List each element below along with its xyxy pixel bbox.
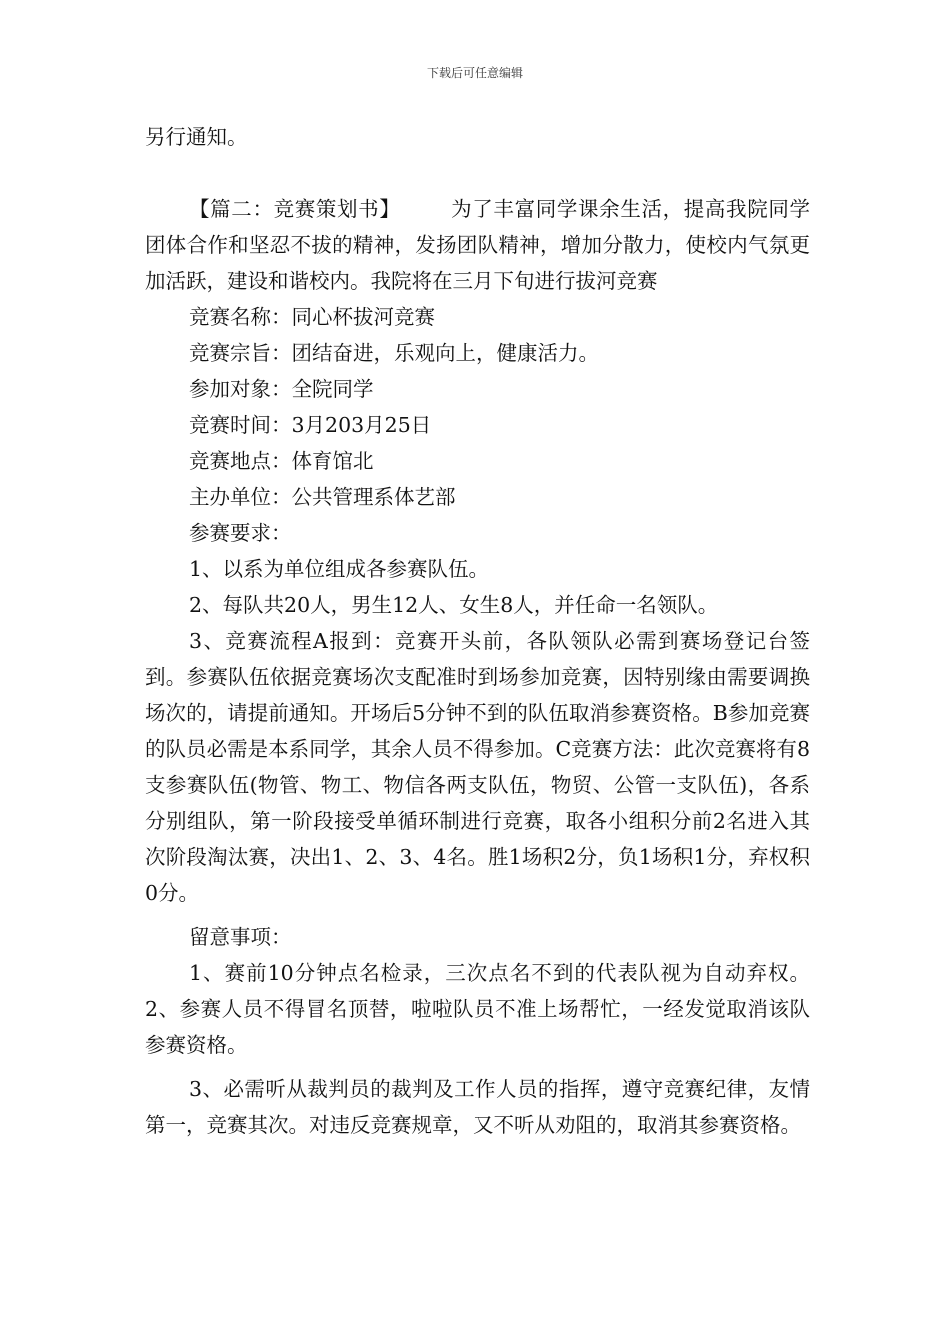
- competition-name: 竞赛名称：同心杯拔河竞赛: [189, 305, 435, 329]
- document-body: [145, 119, 810, 1143]
- page-header: 下载后可任意编辑: [426, 66, 523, 80]
- competition-location: 竞赛地点：体育馆北: [189, 449, 374, 473]
- requirement-1: 1、以系为单位组成各参赛队伍。: [189, 557, 490, 581]
- notes-heading: 留意事项：: [189, 925, 292, 949]
- competition-purpose: 竞赛宗旨：团结奋进，乐观向上，健康活力。: [189, 341, 599, 365]
- note-3: 3、必需听从裁判员的裁判及工作人员的指挥，遵守竞赛纪律，友情第一，竞赛其次。对违反竞赛规章，又不听从劝阻的，取消其参赛资格。: [145, 1077, 810, 1137]
- intro-text: 为了丰富同学课余生活，提高我院同学团体合作和坚忍不拔的精神，发扬团队精神，增加分散力，使校内气氛更加活跃，建设和谐校内。我院将在三月下旬进行拔河竞赛: [145, 197, 811, 293]
- competition-organizer: 主办单位：公共管理系体艺部: [189, 485, 456, 509]
- section-intro-paragraph: [145, 191, 810, 299]
- requirement-3: 3、竞赛流程A报到：竞赛开头前，各队领队必需到赛场登记台签到。参赛队伍依据竞赛场次支配准时到场参加竞赛，因特别缘由需要调换场次的，请提前通知。开场后5分钟不到的队伍取消参赛资格。B参加竞赛的队员必需是本系同学，其余人员不得参加。C竞赛方法：此次竞赛将有8支参赛队伍(物管、物工、物信各两支队伍，物贸、公管一支队伍)，各系分别组队，第一阶段接受单循环制进行竞赛，取各小组积分前2名进入其次阶段淘汰赛，决出1、2、3、4名。胜1场积2分，负1场积1分，弃权积0分。: [145, 629, 810, 905]
- note-1: 1、赛前10分钟点名检录，三次点名不到的代表队视为自动弃权。2、参赛人员不得冒名顶替，啦啦队员不准上场帮忙，一经发觉取消该队参赛资格。: [145, 961, 810, 1057]
- section-title: 【篇二：竞赛策划书】: [189, 197, 401, 221]
- requirement-2: 2、每队共20人，男生12人、女生8人，并任命一名领队。: [189, 593, 719, 617]
- competition-time: 竞赛时间：3月203月25日: [189, 413, 432, 437]
- competition-participants: 参加对象：全院同学: [189, 377, 374, 401]
- paragraph-continuation: 另行通知。: [145, 125, 248, 149]
- requirements-heading: 参赛要求：: [189, 521, 292, 545]
